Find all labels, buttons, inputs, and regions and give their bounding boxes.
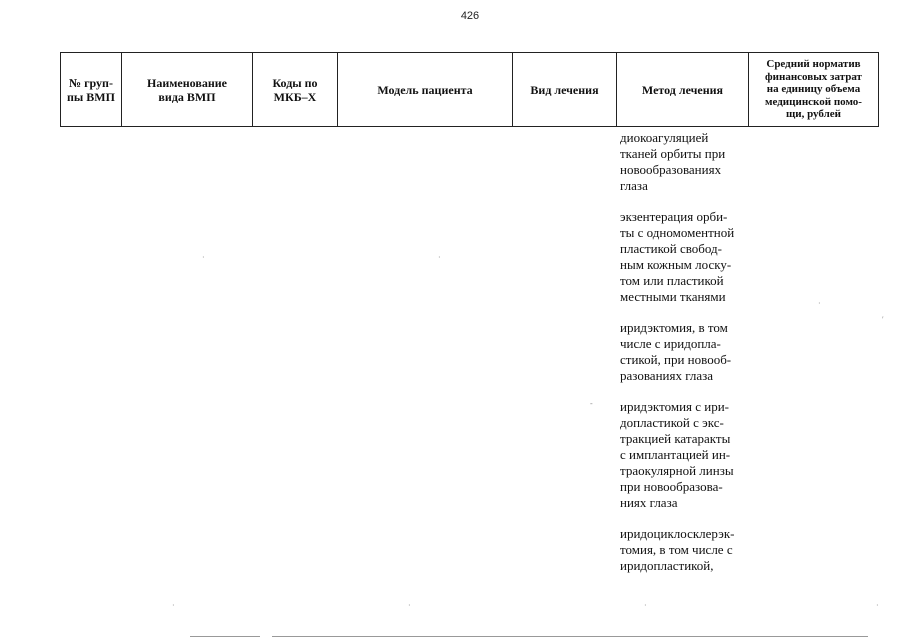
header-row — [61, 53, 879, 127]
scan-speck: · — [818, 299, 821, 308]
scan-speck: · — [408, 601, 411, 610]
header-group-no: № груп- пы ВМП — [61, 53, 122, 127]
header-vmp-name: Наименование вида ВМП — [122, 53, 253, 127]
scan-speck: · — [438, 253, 441, 262]
method-item: иридэктомия с ири- допластикой с экс- тракцией катаракты с имплантацией ин- траокулярной линзы при новообразова- ниях глаза — [620, 399, 734, 510]
scan-speck: - — [590, 399, 593, 408]
page-number: 426 — [460, 10, 480, 22]
method-item: иридоциклосклерэк- томия, в том числе с иридопластикой, — [620, 526, 735, 573]
table-header — [60, 52, 879, 127]
method-item: диокоагуляцией тканей орбиты при новообразованиях глаза — [620, 130, 726, 193]
header-average-cost: Средний норматив финансовых затрат на единицу объема медицинской помо- щи, рублей — [749, 53, 879, 127]
scan-bottom-edge — [190, 636, 260, 637]
scan-speck: ′ — [882, 315, 884, 324]
header-icd-codes: Коды по МКБ–Х — [253, 53, 338, 127]
scan-speck: · — [876, 601, 879, 610]
header-treatment-method: Метод лечения — [617, 53, 749, 127]
scan-bottom-edge — [272, 636, 868, 637]
header-treatment-type: Вид лечения — [513, 53, 617, 127]
method-item: иридэктомия, в том числе с иридопла- стикой, при новооб- разованиях глаза — [620, 320, 732, 383]
scan-speck: · — [202, 253, 205, 262]
header-patient-model: Модель пациента — [338, 53, 513, 127]
scan-speck: · — [172, 601, 175, 610]
treatment-method-column — [620, 130, 750, 589]
scan-speck: · — [644, 601, 647, 610]
method-item: экзентерация орби- ты с одномоментной пластикой свобод- ным кожным лоску- том или пластикой местными тканями — [620, 209, 735, 304]
